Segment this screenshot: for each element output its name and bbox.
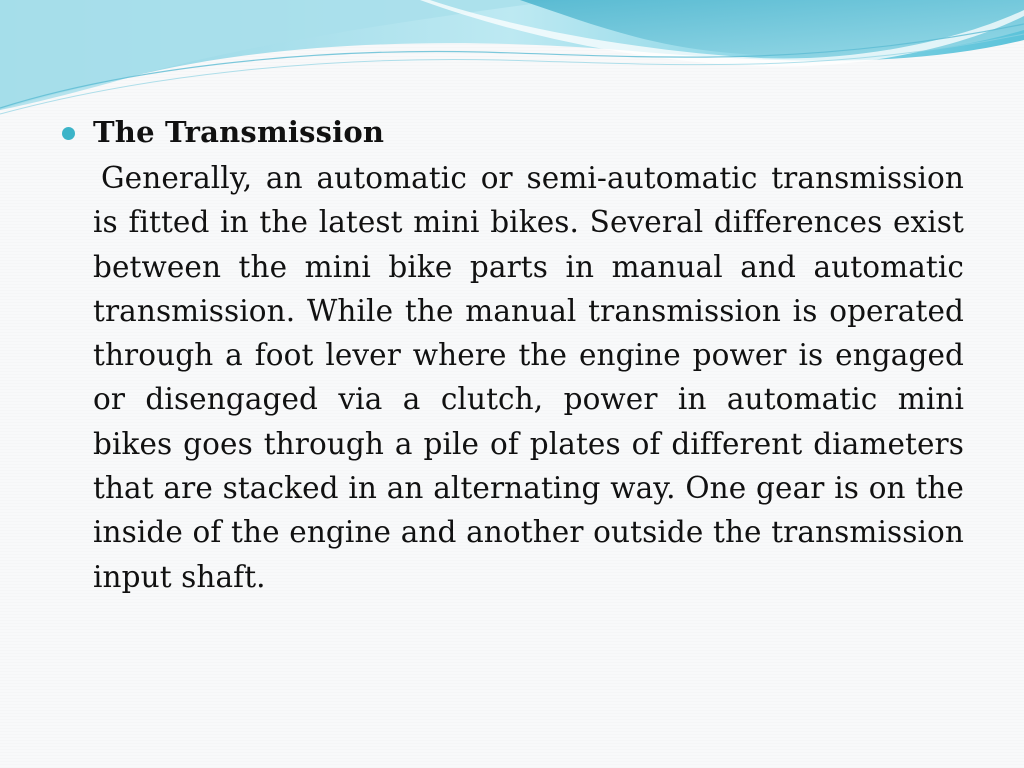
slide-content [62, 112, 964, 628]
header-wave-decoration [0, 0, 1024, 120]
section-heading: The Transmission [93, 115, 385, 149]
bullet-icon [62, 127, 75, 140]
body-paragraph: Generally, an automatic or semi-automatic transmission is fitted in the latest mini bikes. Several differences exist between the mini bike parts in manual and automatic transmission. While the manual transmission is operated through a foot lever where the engine power is engaged or disengaged via a clutch, power in automatic mini bikes goes through a pile of plates of different diameters that are stacked in an alternating way. One gear is on the inside of the engine and another outside the transmission input shaft. [93, 161, 964, 594]
bullet-item [62, 112, 964, 152]
